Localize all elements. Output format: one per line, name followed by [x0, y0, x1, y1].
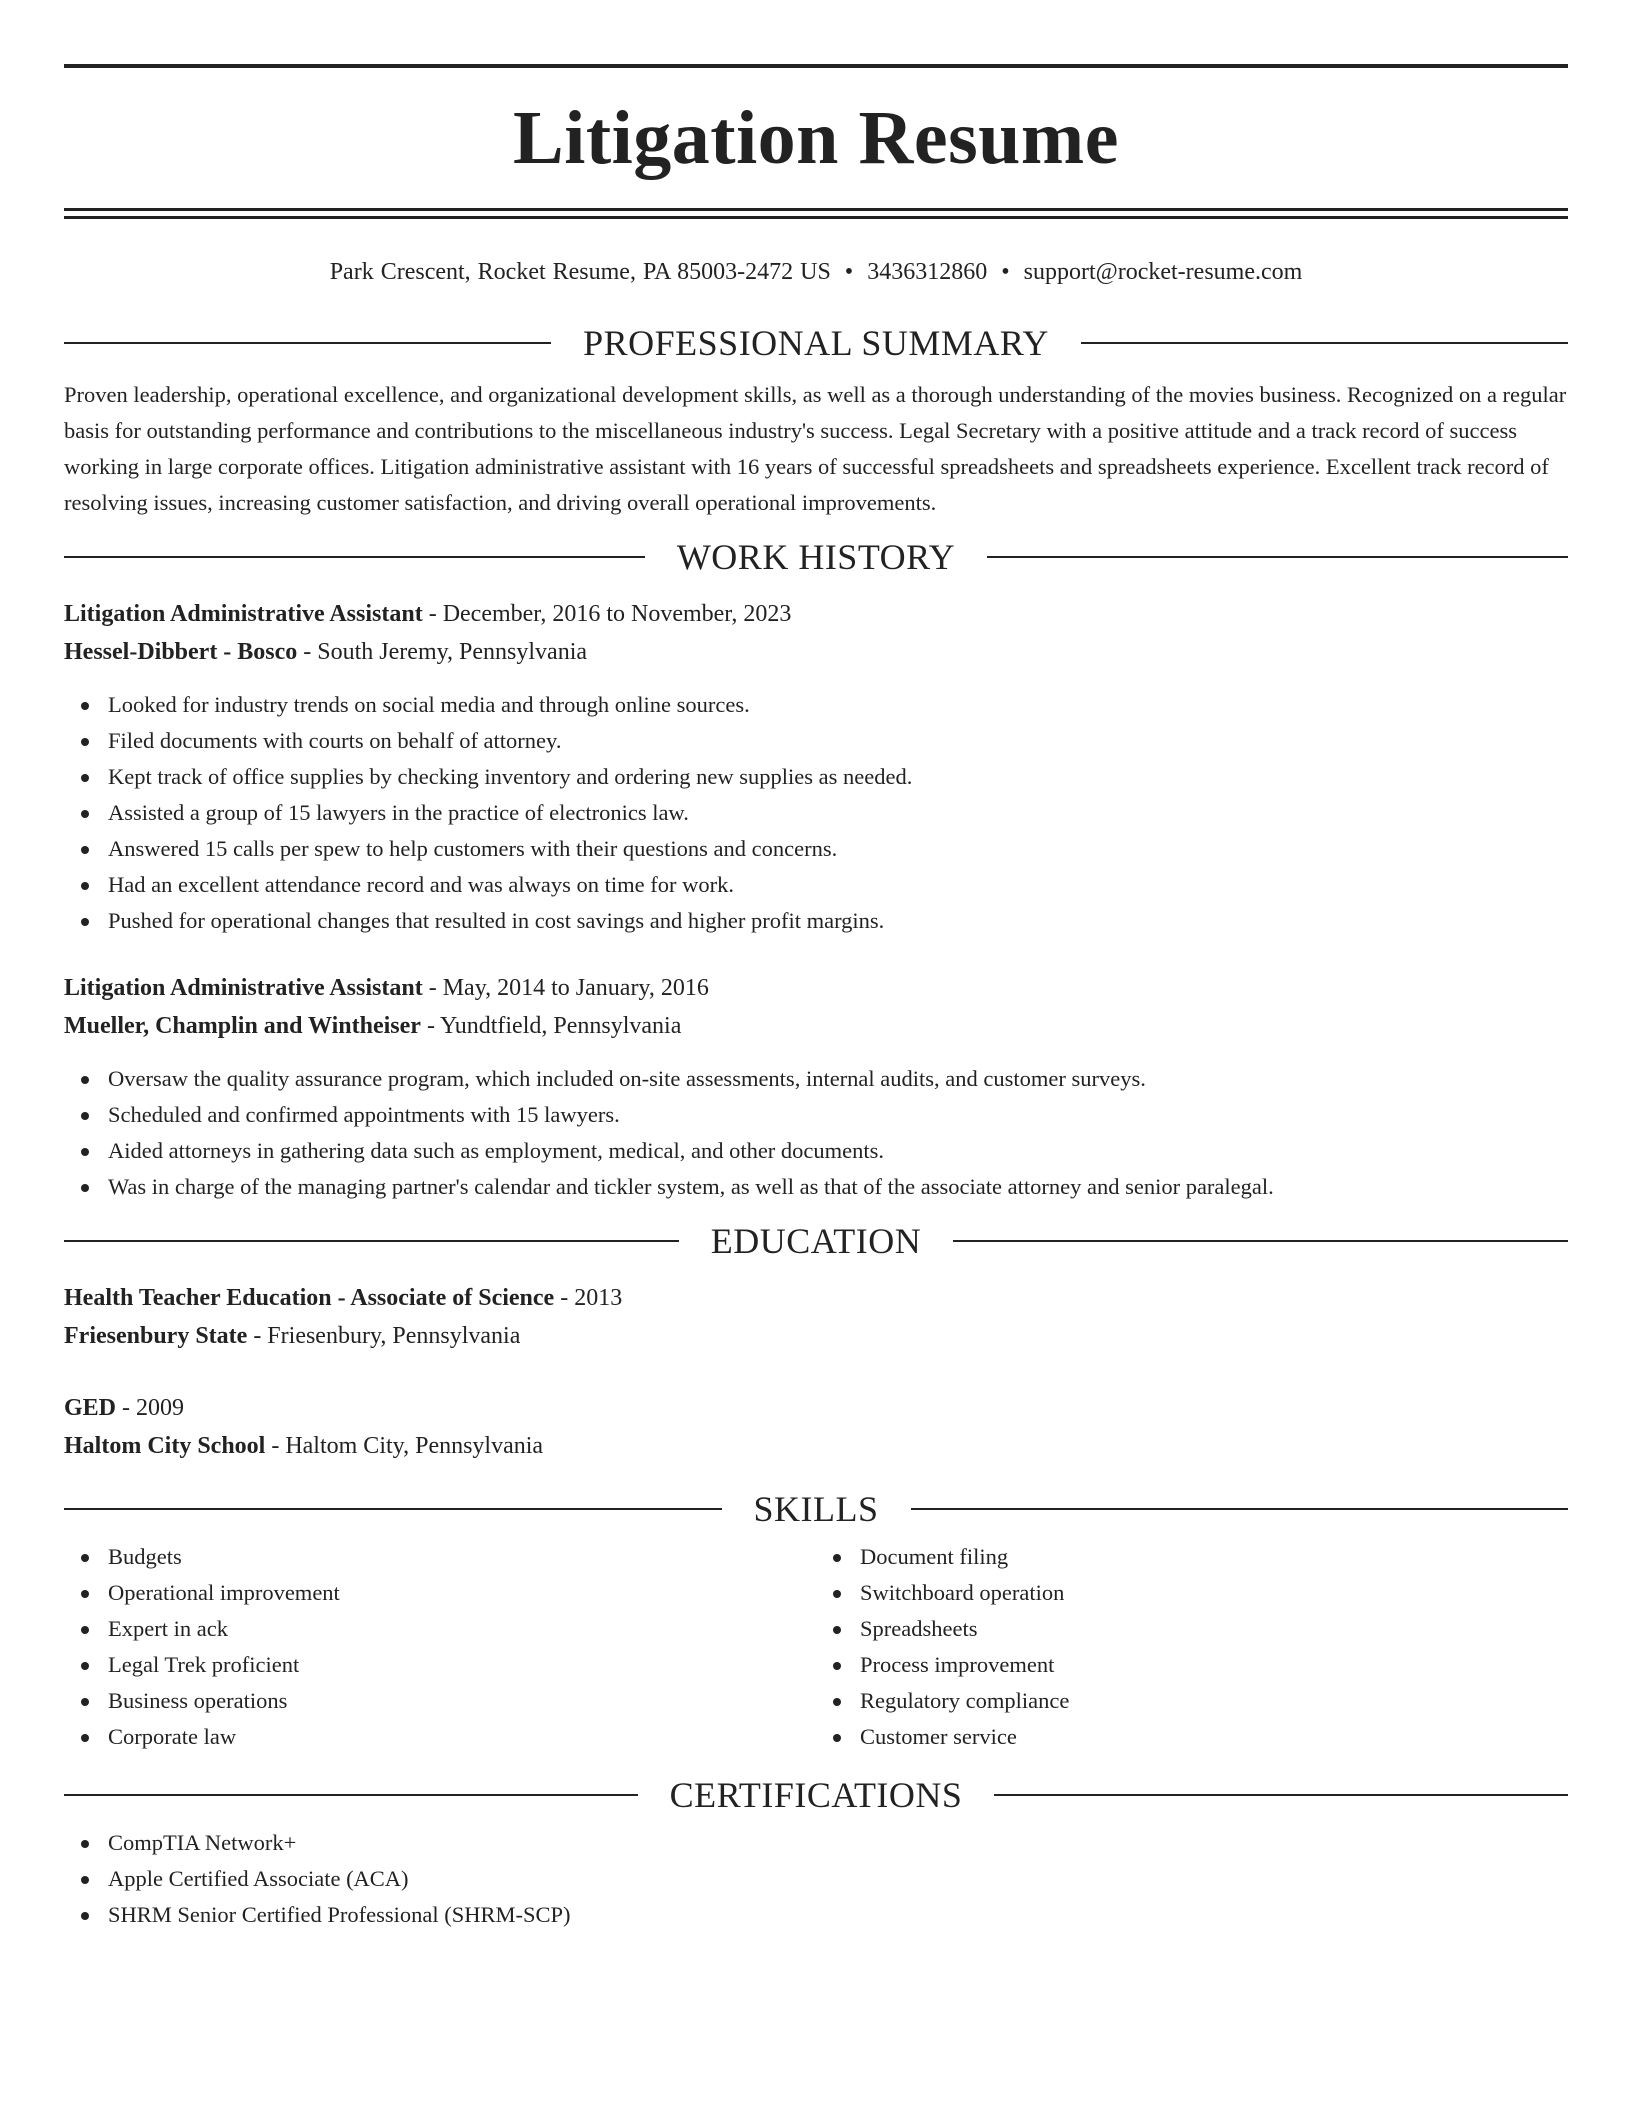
job-title: Litigation Administrative Assistant: [64, 975, 423, 1001]
list-item: Looked for industry trends on social media and through online sources.: [64, 687, 1568, 723]
list-item: Oversaw the quality assurance program, which included on-site assessments, internal audits, and customer surveys.: [64, 1061, 1568, 1097]
contact-separator: •: [844, 259, 854, 285]
heading-rule: [911, 1508, 1569, 1510]
top-rule: [64, 64, 1568, 68]
job-dates: - May, 2014 to January, 2016: [422, 975, 709, 1001]
section-title: SKILLS: [753, 1489, 879, 1529]
education-entry: [64, 1279, 1568, 1355]
list-item: Pushed for operational changes that resulted in cost savings and higher profit margins.: [64, 903, 1568, 939]
list-item: Customer service: [816, 1719, 1568, 1755]
list-item: Had an excellent attendance record and was always on time for work.: [64, 867, 1568, 903]
job-bullets: [64, 1061, 1568, 1205]
section-title: CERTIFICATIONS: [669, 1775, 963, 1815]
list-item: Filed documents with courts on behalf of attorney.: [64, 723, 1568, 759]
contact-email[interactable]: support@rocket-resume.com: [1023, 259, 1303, 285]
section-heading-work: [64, 539, 1568, 575]
heading-rule: [64, 342, 551, 344]
heading-rule: [64, 1240, 679, 1242]
section-heading-skills: [64, 1491, 1568, 1527]
section-title: EDUCATION: [710, 1221, 922, 1261]
contact-separator: •: [1001, 259, 1010, 285]
skills-right-column: [816, 1539, 1568, 1755]
job-company-line: [64, 633, 1568, 671]
heading-rule: [994, 1794, 1568, 1796]
heading-rule: [953, 1240, 1568, 1242]
job-company: Hessel-Dibbert - Bosco: [64, 639, 298, 665]
list-item: Regulatory compliance: [816, 1683, 1568, 1719]
list-item: Expert in ack: [64, 1611, 816, 1647]
section-title: WORK HISTORY: [676, 537, 956, 577]
job-title: Litigation Administrative Assistant: [64, 601, 423, 627]
heading-rule: [1081, 342, 1568, 344]
job-entry: [64, 969, 1568, 1205]
list-item: Legal Trek proficient: [64, 1647, 816, 1683]
list-item: Budgets: [64, 1539, 816, 1575]
section-heading-certifications: [64, 1777, 1568, 1813]
title-double-rule: [64, 208, 1568, 219]
section-title: PROFESSIONAL SUMMARY: [583, 323, 1049, 363]
list-item: Document filing: [816, 1539, 1568, 1575]
school: Haltom City School: [64, 1433, 266, 1459]
contact-address: Park Crescent, Rocket Resume, PA 85003-2472 US: [329, 259, 831, 285]
list-item: Apple Certified Associate (ACA): [64, 1861, 1568, 1897]
job-dates: - December, 2016 to November, 2023: [422, 601, 792, 627]
job-company-line: [64, 1007, 1568, 1045]
section-heading-summary: [64, 325, 1568, 361]
degree-line: [64, 1389, 1568, 1427]
contact-phone[interactable]: 3436312860: [867, 259, 988, 285]
list-item: Process improvement: [816, 1647, 1568, 1683]
education-entry: [64, 1389, 1568, 1465]
school-location: - Friesenbury, Pennsylvania: [247, 1323, 521, 1349]
school-location: - Haltom City, Pennsylvania: [265, 1433, 544, 1459]
job-bullets: [64, 687, 1568, 939]
skills-left-column: [64, 1539, 816, 1755]
resume-title: Litigation Resume: [513, 96, 1119, 180]
summary-text: Proven leadership, operational excellence, and organizational development skills, as well as a thorough understanding of the movies business. Recognized on a regular basis for outstanding performance and contributions to the miscellaneous industry's success. Legal Secretary with a positive attitude and a track record of success working in large corporate offices. Litigation administrative assistant with 16 years of successful spreadsheets and spreadsheets experience. Excellent track record of resolving issues, increasing customer satisfaction, and driving overall operational improvements.: [64, 382, 1567, 515]
list-item: Switchboard operation: [816, 1575, 1568, 1611]
list-item: Was in charge of the managing partner's calendar and tickler system, as well as that of the associate attorney and senior paralegal.: [64, 1169, 1568, 1205]
list-item: Assisted a group of 15 lawyers in the practice of electronics law.: [64, 795, 1568, 831]
job-title-line: [64, 595, 1568, 633]
degree: GED: [64, 1395, 117, 1421]
degree: Health Teacher Education - Associate of Science: [64, 1285, 555, 1311]
list-item: Business operations: [64, 1683, 816, 1719]
job-location: - Yundtfield, Pennsylvania: [420, 1013, 682, 1039]
certifications-list: [64, 1825, 1568, 1933]
school: Friesenbury State: [64, 1323, 248, 1349]
job-company: Mueller, Champlin and Wintheiser: [64, 1013, 421, 1039]
list-item: Kept track of office supplies by checking inventory and ordering new supplies as needed.: [64, 759, 1568, 795]
school-line: [64, 1427, 1568, 1465]
list-item: Corporate law: [64, 1719, 816, 1755]
list-item: Aided attorneys in gathering data such as employment, medical, and other documents.: [64, 1133, 1568, 1169]
degree-year: - 2009: [116, 1395, 185, 1421]
list-item: Operational improvement: [64, 1575, 816, 1611]
heading-rule: [64, 1794, 638, 1796]
degree-year: - 2013: [554, 1285, 623, 1311]
list-item: Answered 15 calls per spew to help customers with their questions and concerns.: [64, 831, 1568, 867]
heading-rule: [64, 556, 645, 558]
heading-rule: [64, 1508, 722, 1510]
contact-line: [64, 255, 1568, 289]
degree-line: [64, 1279, 1568, 1317]
list-item: Scheduled and confirmed appointments with 15 lawyers.: [64, 1097, 1568, 1133]
job-entry: [64, 595, 1568, 939]
skills-grid: [64, 1539, 1568, 1755]
list-item: CompTIA Network+: [64, 1825, 1568, 1861]
job-location: - South Jeremy, Pennsylvania: [297, 639, 588, 665]
list-item: SHRM Senior Certified Professional (SHRM-SCP): [64, 1897, 1568, 1933]
list-item: Spreadsheets: [816, 1611, 1568, 1647]
section-heading-education: [64, 1223, 1568, 1259]
job-title-line: [64, 969, 1568, 1007]
heading-rule: [987, 556, 1568, 558]
school-line: [64, 1317, 1568, 1355]
